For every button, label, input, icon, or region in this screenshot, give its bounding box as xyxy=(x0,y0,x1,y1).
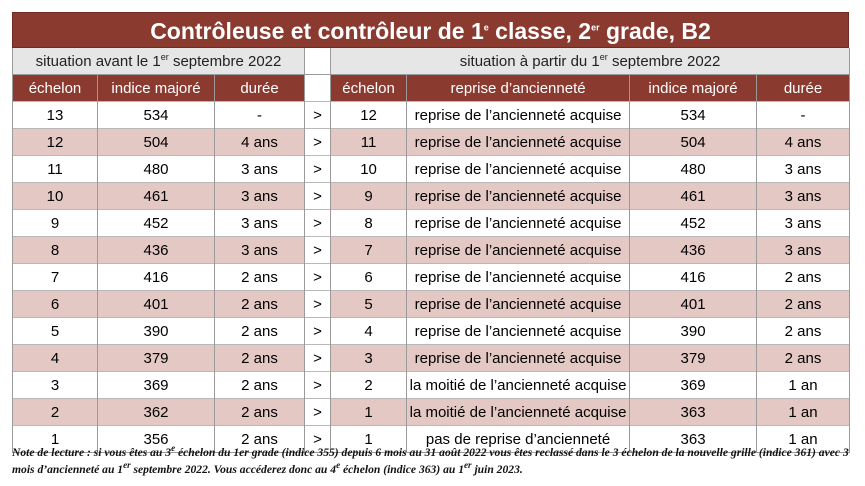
cell-arrow: > xyxy=(305,156,331,183)
cell-arrow: > xyxy=(305,237,331,264)
cell-duree-new: 2 ans xyxy=(757,345,850,372)
cell-echelon-old: 13 xyxy=(13,102,98,129)
cell-arrow: > xyxy=(305,399,331,426)
cell-arrow: > xyxy=(305,264,331,291)
cell-echelon-new: 11 xyxy=(331,129,407,156)
cell-echelon-new: 3 xyxy=(331,345,407,372)
cell-reprise: pas de reprise d’ancienneté xyxy=(407,426,630,453)
cell-reprise: reprise de l’ancienneté acquise xyxy=(407,210,630,237)
reading-note: Note de lecture : si vous êtes au 3e échelon du 1er grade (indice 355) depuis 6 mois au 31 août 2022 vous êtes reclassé dans le 3 échelon de la nouvelle grille (indice 361) avec 3 mois d’ancienneté au 1er septembre 2022. Vous accéderez donc au 4e échelon (indice 363) au 1er juin 2023. xyxy=(12,443,849,476)
cell-echelon-old: 8 xyxy=(13,237,98,264)
table-row xyxy=(13,345,850,372)
table-row xyxy=(13,264,850,291)
cell-reprise: reprise de l’ancienneté acquise xyxy=(407,183,630,210)
cell-indice-old: 390 xyxy=(98,318,215,345)
situation-after-header: situation à partir du 1er septembre 2022 xyxy=(331,48,850,75)
cell-duree-new: 1 an xyxy=(757,399,850,426)
cell-duree-new: 2 ans xyxy=(757,318,850,345)
cell-echelon-new: 1 xyxy=(331,399,407,426)
cell-duree-old: 2 ans xyxy=(215,345,305,372)
cell-reprise: la moitié de l’ancienneté acquise xyxy=(407,372,630,399)
cell-indice-new: 461 xyxy=(630,183,757,210)
cell-indice-new: 416 xyxy=(630,264,757,291)
cell-echelon-old: 5 xyxy=(13,318,98,345)
cell-reprise: reprise de l’ancienneté acquise xyxy=(407,102,630,129)
cell-duree-new: 2 ans xyxy=(757,264,850,291)
cell-arrow: > xyxy=(305,210,331,237)
cell-duree-new: 4 ans xyxy=(757,129,850,156)
cell-indice-old: 379 xyxy=(98,345,215,372)
cell-duree-old: 2 ans xyxy=(215,399,305,426)
cell-echelon-old: 10 xyxy=(13,183,98,210)
cell-echelon-new: 5 xyxy=(331,291,407,318)
cell-echelon-new: 7 xyxy=(331,237,407,264)
cell-indice-old: 362 xyxy=(98,399,215,426)
cell-duree-old: 2 ans xyxy=(215,291,305,318)
cell-duree-new: 2 ans xyxy=(757,291,850,318)
cell-reprise: reprise de l’ancienneté acquise xyxy=(407,291,630,318)
cell-indice-new: 379 xyxy=(630,345,757,372)
cell-duree-old: 3 ans xyxy=(215,237,305,264)
table-title: Contrôleuse et contrôleur de 1e classe, 2er grade, B2 xyxy=(12,12,849,48)
cell-echelon-old: 9 xyxy=(13,210,98,237)
cell-echelon-old: 1 xyxy=(13,426,98,453)
cell-indice-new: 452 xyxy=(630,210,757,237)
cell-arrow: > xyxy=(305,345,331,372)
cell-echelon-new: 9 xyxy=(331,183,407,210)
separator-cell xyxy=(305,48,331,75)
table-row xyxy=(13,210,850,237)
cell-arrow: > xyxy=(305,183,331,210)
cell-echelon-new: 2 xyxy=(331,372,407,399)
cell-echelon-new: 10 xyxy=(331,156,407,183)
cell-arrow: > xyxy=(305,102,331,129)
cell-duree-old: 2 ans xyxy=(215,426,305,453)
cell-indice-new: 436 xyxy=(630,237,757,264)
cell-reprise: reprise de l’ancienneté acquise xyxy=(407,237,630,264)
cell-duree-new: 3 ans xyxy=(757,210,850,237)
cell-indice-new: 534 xyxy=(630,102,757,129)
cell-indice-new: 390 xyxy=(630,318,757,345)
cell-echelon-old: 11 xyxy=(13,156,98,183)
separator-cell xyxy=(305,75,331,102)
cell-duree-new: 1 an xyxy=(757,372,850,399)
cell-duree-new: 3 ans xyxy=(757,183,850,210)
cell-duree-new: 3 ans xyxy=(757,156,850,183)
cell-echelon-old: 2 xyxy=(13,399,98,426)
cell-echelon-new: 4 xyxy=(331,318,407,345)
cell-indice-old: 356 xyxy=(98,426,215,453)
cell-reprise: reprise de l’ancienneté acquise xyxy=(407,129,630,156)
cell-duree-old: 2 ans xyxy=(215,318,305,345)
reclassement-table-container xyxy=(12,12,849,453)
cell-indice-new: 369 xyxy=(630,372,757,399)
cell-echelon-new: 12 xyxy=(331,102,407,129)
cell-indice-new: 363 xyxy=(630,426,757,453)
cell-echelon-old: 12 xyxy=(13,129,98,156)
cell-echelon-old: 6 xyxy=(13,291,98,318)
cell-arrow: > xyxy=(305,318,331,345)
cell-arrow: > xyxy=(305,372,331,399)
cell-indice-new: 363 xyxy=(630,399,757,426)
cell-echelon-old: 3 xyxy=(13,372,98,399)
cell-indice-new: 480 xyxy=(630,156,757,183)
cell-indice-old: 436 xyxy=(98,237,215,264)
cell-duree-old: - xyxy=(215,102,305,129)
cell-echelon-new: 6 xyxy=(331,264,407,291)
cell-duree-old: 3 ans xyxy=(215,210,305,237)
table-row xyxy=(13,372,850,399)
cell-duree-old: 3 ans xyxy=(215,183,305,210)
col-header-duree-new: durée xyxy=(757,75,850,102)
cell-reprise: reprise de l’ancienneté acquise xyxy=(407,345,630,372)
cell-indice-old: 452 xyxy=(98,210,215,237)
cell-arrow: > xyxy=(305,129,331,156)
cell-indice-old: 534 xyxy=(98,102,215,129)
table-row xyxy=(13,291,850,318)
cell-duree-new: 3 ans xyxy=(757,237,850,264)
cell-indice-old: 480 xyxy=(98,156,215,183)
cell-indice-new: 504 xyxy=(630,129,757,156)
cell-indice-old: 369 xyxy=(98,372,215,399)
cell-echelon-old: 4 xyxy=(13,345,98,372)
cell-echelon-new: 1 xyxy=(331,426,407,453)
cell-duree-old: 2 ans xyxy=(215,264,305,291)
table-body xyxy=(13,102,850,453)
cell-duree-old: 4 ans xyxy=(215,129,305,156)
col-header-echelon-old: échelon xyxy=(13,75,98,102)
table-row xyxy=(13,318,850,345)
cell-echelon-new: 8 xyxy=(331,210,407,237)
col-header-reprise: reprise d’ancienneté xyxy=(407,75,630,102)
cell-indice-old: 416 xyxy=(98,264,215,291)
cell-reprise: reprise de l’ancienneté acquise xyxy=(407,318,630,345)
cell-arrow: > xyxy=(305,291,331,318)
cell-echelon-old: 7 xyxy=(13,264,98,291)
cell-indice-old: 461 xyxy=(98,183,215,210)
cell-duree-old: 2 ans xyxy=(215,372,305,399)
table-row xyxy=(13,399,850,426)
table-row xyxy=(13,156,850,183)
cell-indice-new: 401 xyxy=(630,291,757,318)
table-row xyxy=(13,129,850,156)
col-header-indice-old: indice majoré xyxy=(98,75,215,102)
col-header-duree-old: durée xyxy=(215,75,305,102)
table-row xyxy=(13,102,850,129)
table-row xyxy=(13,237,850,264)
situation-before-header: situation avant le 1er septembre 2022 xyxy=(13,48,305,75)
col-header-indice-new: indice majoré xyxy=(630,75,757,102)
cell-reprise: reprise de l’ancienneté acquise xyxy=(407,264,630,291)
reclassement-table xyxy=(12,48,850,453)
table-row xyxy=(13,183,850,210)
cell-reprise: la moitié de l’ancienneté acquise xyxy=(407,399,630,426)
cell-indice-old: 401 xyxy=(98,291,215,318)
cell-reprise: reprise de l’ancienneté acquise xyxy=(407,156,630,183)
cell-duree-new: 1 an xyxy=(757,426,850,453)
cell-indice-old: 504 xyxy=(98,129,215,156)
cell-duree-new: - xyxy=(757,102,850,129)
cell-duree-old: 3 ans xyxy=(215,156,305,183)
cell-arrow: > xyxy=(305,426,331,453)
col-header-echelon-new: échelon xyxy=(331,75,407,102)
